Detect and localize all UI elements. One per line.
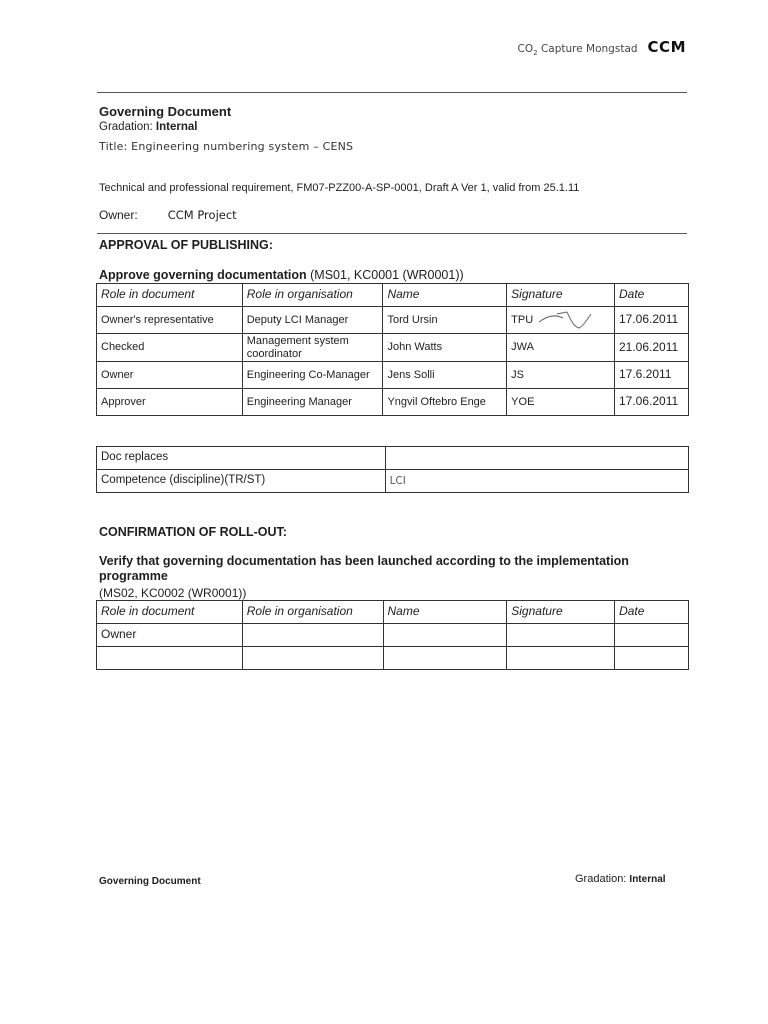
approval-subheading: Approve governing documentation (MS01, KC0001 (WR0001)) bbox=[99, 268, 464, 282]
table-cell: Jens Solli bbox=[383, 362, 507, 389]
approval-heading: APPROVAL OF PUBLISHING: bbox=[99, 238, 273, 252]
signature-wrap bbox=[511, 314, 610, 327]
header-brand bbox=[518, 38, 686, 57]
signature-cell bbox=[507, 307, 615, 334]
table-row bbox=[97, 647, 689, 670]
rollout-heading: CONFIRMATION OF ROLL-OUT: bbox=[99, 525, 287, 539]
rollout-header-row bbox=[97, 601, 689, 624]
section-divider bbox=[97, 233, 687, 234]
table-cell: LCI bbox=[385, 470, 688, 493]
handwritten-signature bbox=[537, 310, 597, 332]
table-cell: JWA bbox=[507, 334, 615, 362]
table-cell bbox=[242, 624, 383, 647]
table-cell: Owner bbox=[97, 362, 243, 389]
owner-label: Owner: bbox=[99, 208, 138, 222]
table-cell: Yngvil Oftebro Enge bbox=[383, 389, 507, 416]
table-row bbox=[97, 470, 689, 493]
ccm-logo: CCM bbox=[647, 38, 686, 56]
table-cell bbox=[615, 624, 689, 647]
table-cell: 17.06.2011 bbox=[614, 307, 688, 334]
rollout-table bbox=[96, 600, 689, 670]
rollout-codes: (MS02, KC0002 (WR0001)) bbox=[99, 586, 247, 600]
table-cell: YOE bbox=[507, 389, 615, 416]
table-cell bbox=[507, 624, 615, 647]
column-header: Date bbox=[614, 284, 688, 307]
column-header: Role in document bbox=[97, 284, 243, 307]
column-header: Role in document bbox=[97, 601, 243, 624]
header-divider bbox=[97, 92, 687, 93]
column-header: Role in organisation bbox=[242, 284, 383, 307]
table-cell bbox=[242, 647, 383, 670]
column-header: Name bbox=[383, 601, 507, 624]
signature-initials: TPU bbox=[511, 313, 534, 326]
table-cell bbox=[615, 647, 689, 670]
table-row bbox=[97, 447, 689, 470]
table-row bbox=[97, 307, 689, 334]
table-cell: John Watts bbox=[383, 334, 507, 362]
column-header: Signature bbox=[507, 284, 615, 307]
table-cell: JS bbox=[507, 362, 615, 389]
owner-value: CCM Project bbox=[167, 208, 237, 222]
table-cell: Engineering Co-Manager bbox=[242, 362, 383, 389]
table-cell: Owner's representative bbox=[97, 307, 243, 334]
gradation: Gradation: Internal bbox=[99, 121, 198, 133]
company-name: $CO_2$ Capture Mongstad bbox=[517, 43, 638, 58]
table-cell: Owner bbox=[97, 624, 243, 647]
footer-gradation: Gradation: Internal bbox=[575, 873, 666, 885]
document-type: Governing Document bbox=[99, 104, 232, 119]
rollout-subheading: Verify that governing documentation has been launched according to the implementation programme bbox=[99, 554, 629, 583]
footer-doc-type: Governing Document bbox=[99, 876, 201, 887]
doc-info-table bbox=[96, 446, 689, 493]
column-header: Signature bbox=[507, 601, 615, 624]
table-cell bbox=[385, 447, 688, 470]
approval-header-row bbox=[97, 284, 689, 307]
table-cell: 21.06.2011 bbox=[614, 334, 688, 362]
column-header: Role in organisation bbox=[242, 601, 383, 624]
table-cell: Tord Ursin bbox=[383, 307, 507, 334]
table-cell: 17.6.2011 bbox=[614, 362, 688, 389]
table-row bbox=[97, 362, 689, 389]
table-cell bbox=[383, 624, 507, 647]
table-row bbox=[97, 389, 689, 416]
requirement-line: Technical and professional requirement, FM07-PZZ00-A-SP-0001, Draft A Ver 1, valid from 25.1.11 bbox=[99, 182, 580, 194]
table-cell: Doc replaces bbox=[97, 447, 386, 470]
table-cell: Deputy LCI Manager bbox=[242, 307, 383, 334]
table-cell bbox=[383, 647, 507, 670]
table-cell bbox=[97, 647, 243, 670]
table-cell: 17.06.2011 bbox=[614, 389, 688, 416]
table-cell: Approver bbox=[97, 389, 243, 416]
table-cell: Checked bbox=[97, 334, 243, 362]
document-title: Title: Engineering numbering system – CENS bbox=[99, 140, 354, 153]
owner-line bbox=[99, 208, 237, 222]
table-cell: Competence (discipline)(TR/ST) bbox=[97, 470, 386, 493]
column-header: Name bbox=[383, 284, 507, 307]
table-row bbox=[97, 334, 689, 362]
table-cell: Management system coordinator bbox=[242, 334, 383, 362]
column-header: Date bbox=[615, 601, 689, 624]
table-cell bbox=[507, 647, 615, 670]
table-cell: Engineering Manager bbox=[242, 389, 383, 416]
table-row bbox=[97, 624, 689, 647]
approval-table bbox=[96, 283, 689, 416]
